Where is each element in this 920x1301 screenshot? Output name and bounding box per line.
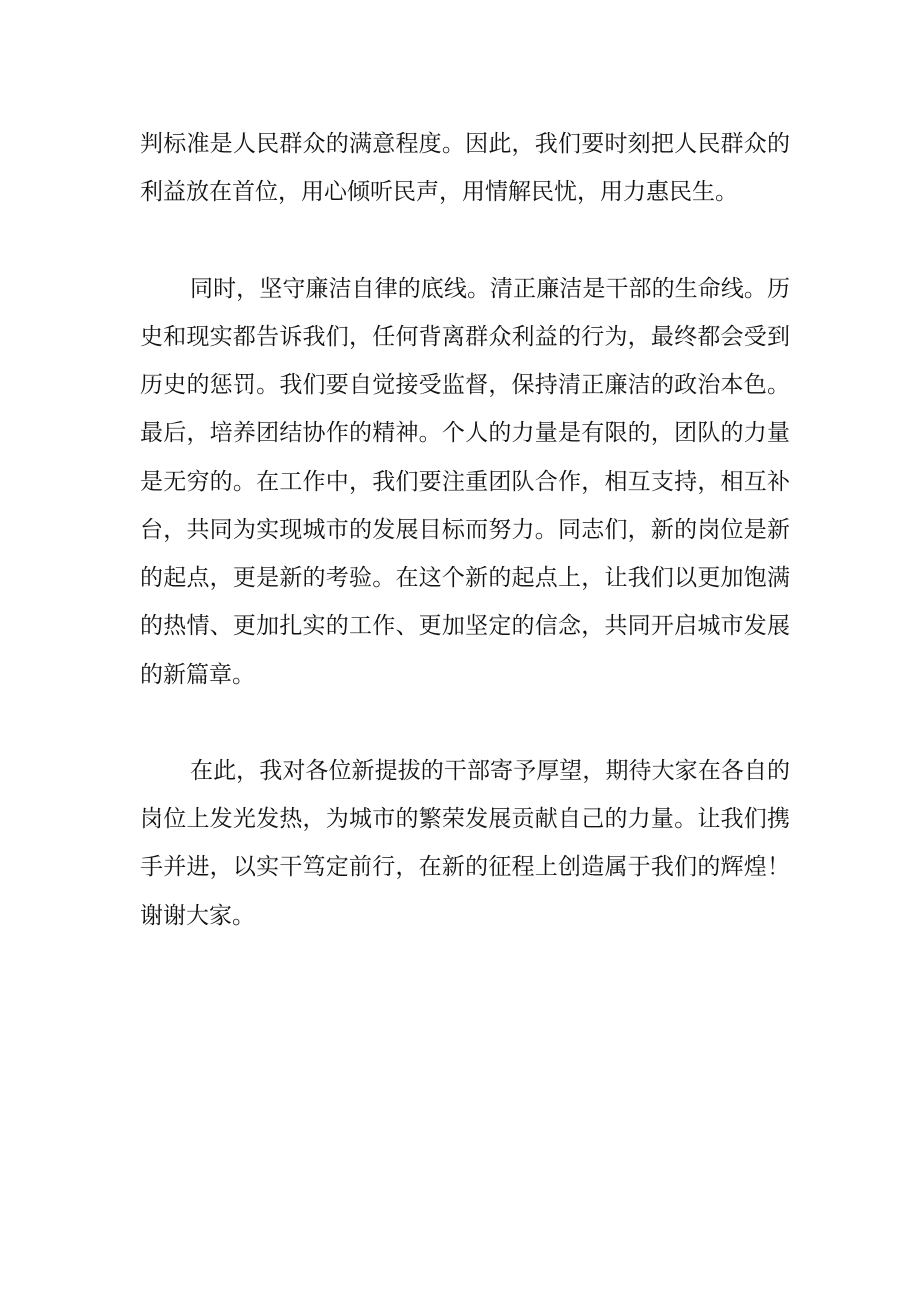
paragraph-1-line-1: 判标准是人民群众的满意程度。因此，我们要时刻把人民群众的 (140, 131, 790, 157)
paragraph-3-line-1: 在此，我对各位新提拔的干部寄予厚望，期待大家在各自的 (190, 758, 790, 784)
paragraph-2-line-9: 的新篇章。 (140, 662, 255, 688)
paragraph-1-line-2: 利益放在首位，用心倾听民声，用情解民忧，用力惠民生。 (140, 179, 738, 205)
paragraph-2-line-8: 的热情、更加扎实的工作、更加坚定的信念，共同开启城市发展 (140, 613, 790, 639)
paragraph-2-line-5: 是无穷的。在工作中，我们要注重团队合作，相互支持，相互补 (140, 469, 790, 495)
paragraph-2-line-6: 台，共同为实现城市的发展目标而努力。同志们，新的岗位是新 (140, 517, 790, 543)
paragraph-2-line-3: 历史的惩罚。我们要自觉接受监督，保持清正廉洁的政治本色。 (140, 372, 790, 398)
paragraph-2-line-7: 的起点，更是新的考验。在这个新的起点上，让我们以更加饱满 (140, 565, 790, 591)
paragraph-3-line-2: 岗位上发光发热，为城市的繁荣发展贡献自己的力量。让我们携 (140, 806, 790, 832)
paragraph-2-line-4: 最后，培养团结协作的精神。个人的力量是有限的，团队的力量 (140, 420, 790, 446)
paragraph-3-line-3: 手并进，以实干笃定前行，在新的征程上创造属于我们的辉煌！ (140, 854, 790, 880)
paragraph-3-line-4: 谢谢大家。 (140, 903, 255, 929)
paragraph-2-line-1: 同时，坚守廉洁自律的底线。清正廉洁是干部的生命线。历 (190, 276, 790, 302)
paragraph-2-line-2: 史和现实都告诉我们，任何背离群众利益的行为，最终都会受到 (140, 324, 790, 350)
